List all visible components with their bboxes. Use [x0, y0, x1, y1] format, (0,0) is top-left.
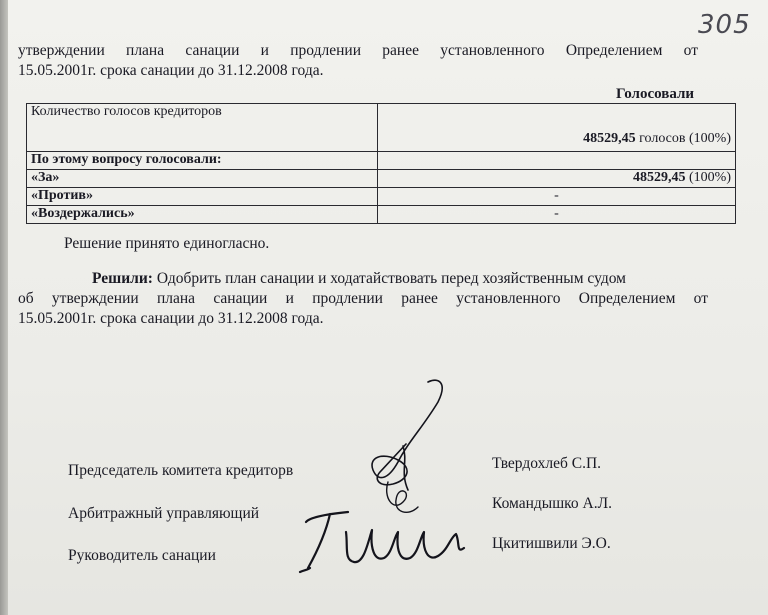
signature-stroke-1	[372, 380, 442, 490]
handwritten-page-number: 305	[698, 10, 751, 40]
table-row	[27, 206, 736, 224]
vote-against-value: -	[378, 188, 736, 206]
count-value-cell	[378, 104, 736, 152]
intro-line-1: утверждении плана санации и продлении ранее установленного Определением от	[18, 42, 698, 59]
table-row	[27, 104, 736, 152]
signature-stroke-3	[300, 512, 464, 572]
resolved-line-1	[92, 270, 626, 288]
votes-header: Голосовали	[616, 86, 695, 102]
document-page	[8, 0, 768, 615]
count-value: 48529,45	[583, 131, 636, 146]
vote-abstain-label: «Воздержались»	[27, 206, 378, 224]
signature-name-2: Командышко А.Л.	[492, 495, 612, 512]
question-label: По этому вопросу голосовали:	[27, 152, 378, 170]
count-label: Количество голосов кредиторов	[27, 104, 378, 152]
signature-name-1: Твердохлеб С.П.	[492, 455, 602, 472]
vote-for-value: 48529,45	[633, 170, 686, 185]
vote-against-label: «Против»	[27, 188, 378, 206]
signature-role-3: Руководитель санации	[68, 547, 216, 564]
intro-line-2: 15.05.2001г. срока санации до 31.12.2008 года.	[18, 62, 324, 79]
vote-for-label: «За»	[27, 170, 378, 188]
vote-for-value-cell	[378, 170, 736, 188]
resolved-line-2: об утверждении плана санации и продлении ранее установленного Определением от	[18, 290, 708, 307]
signature-role-2: Арбитражный управляющий	[68, 505, 260, 522]
resolved-text-1: Одобрить план санации и ходатайствовать перед хозяйственным судом	[152, 270, 626, 287]
resolved-line-3: 15.05.2001г. срока санации до 31.12.2008 года.	[18, 310, 324, 327]
resolved-label: Решили:	[92, 270, 153, 287]
table-row	[27, 170, 736, 188]
handwritten-signatures	[288, 372, 478, 592]
votes-table	[26, 103, 736, 224]
signature-role-1: Председатель комитета кредиторв	[68, 462, 294, 479]
table-row	[27, 188, 736, 206]
table-row	[27, 152, 736, 170]
vote-abstain-value: -	[378, 206, 736, 224]
signature-name-3: Цкитишвили Э.О.	[492, 535, 611, 552]
empty-cell	[378, 152, 736, 170]
signature-stroke-2	[387, 482, 418, 512]
count-value-unit: голосов (100%)	[635, 131, 731, 146]
page-binding-edge	[0, 0, 8, 615]
vote-for-percent: (100%)	[685, 170, 731, 185]
decision-line: Решение принято единогласно.	[64, 235, 270, 252]
